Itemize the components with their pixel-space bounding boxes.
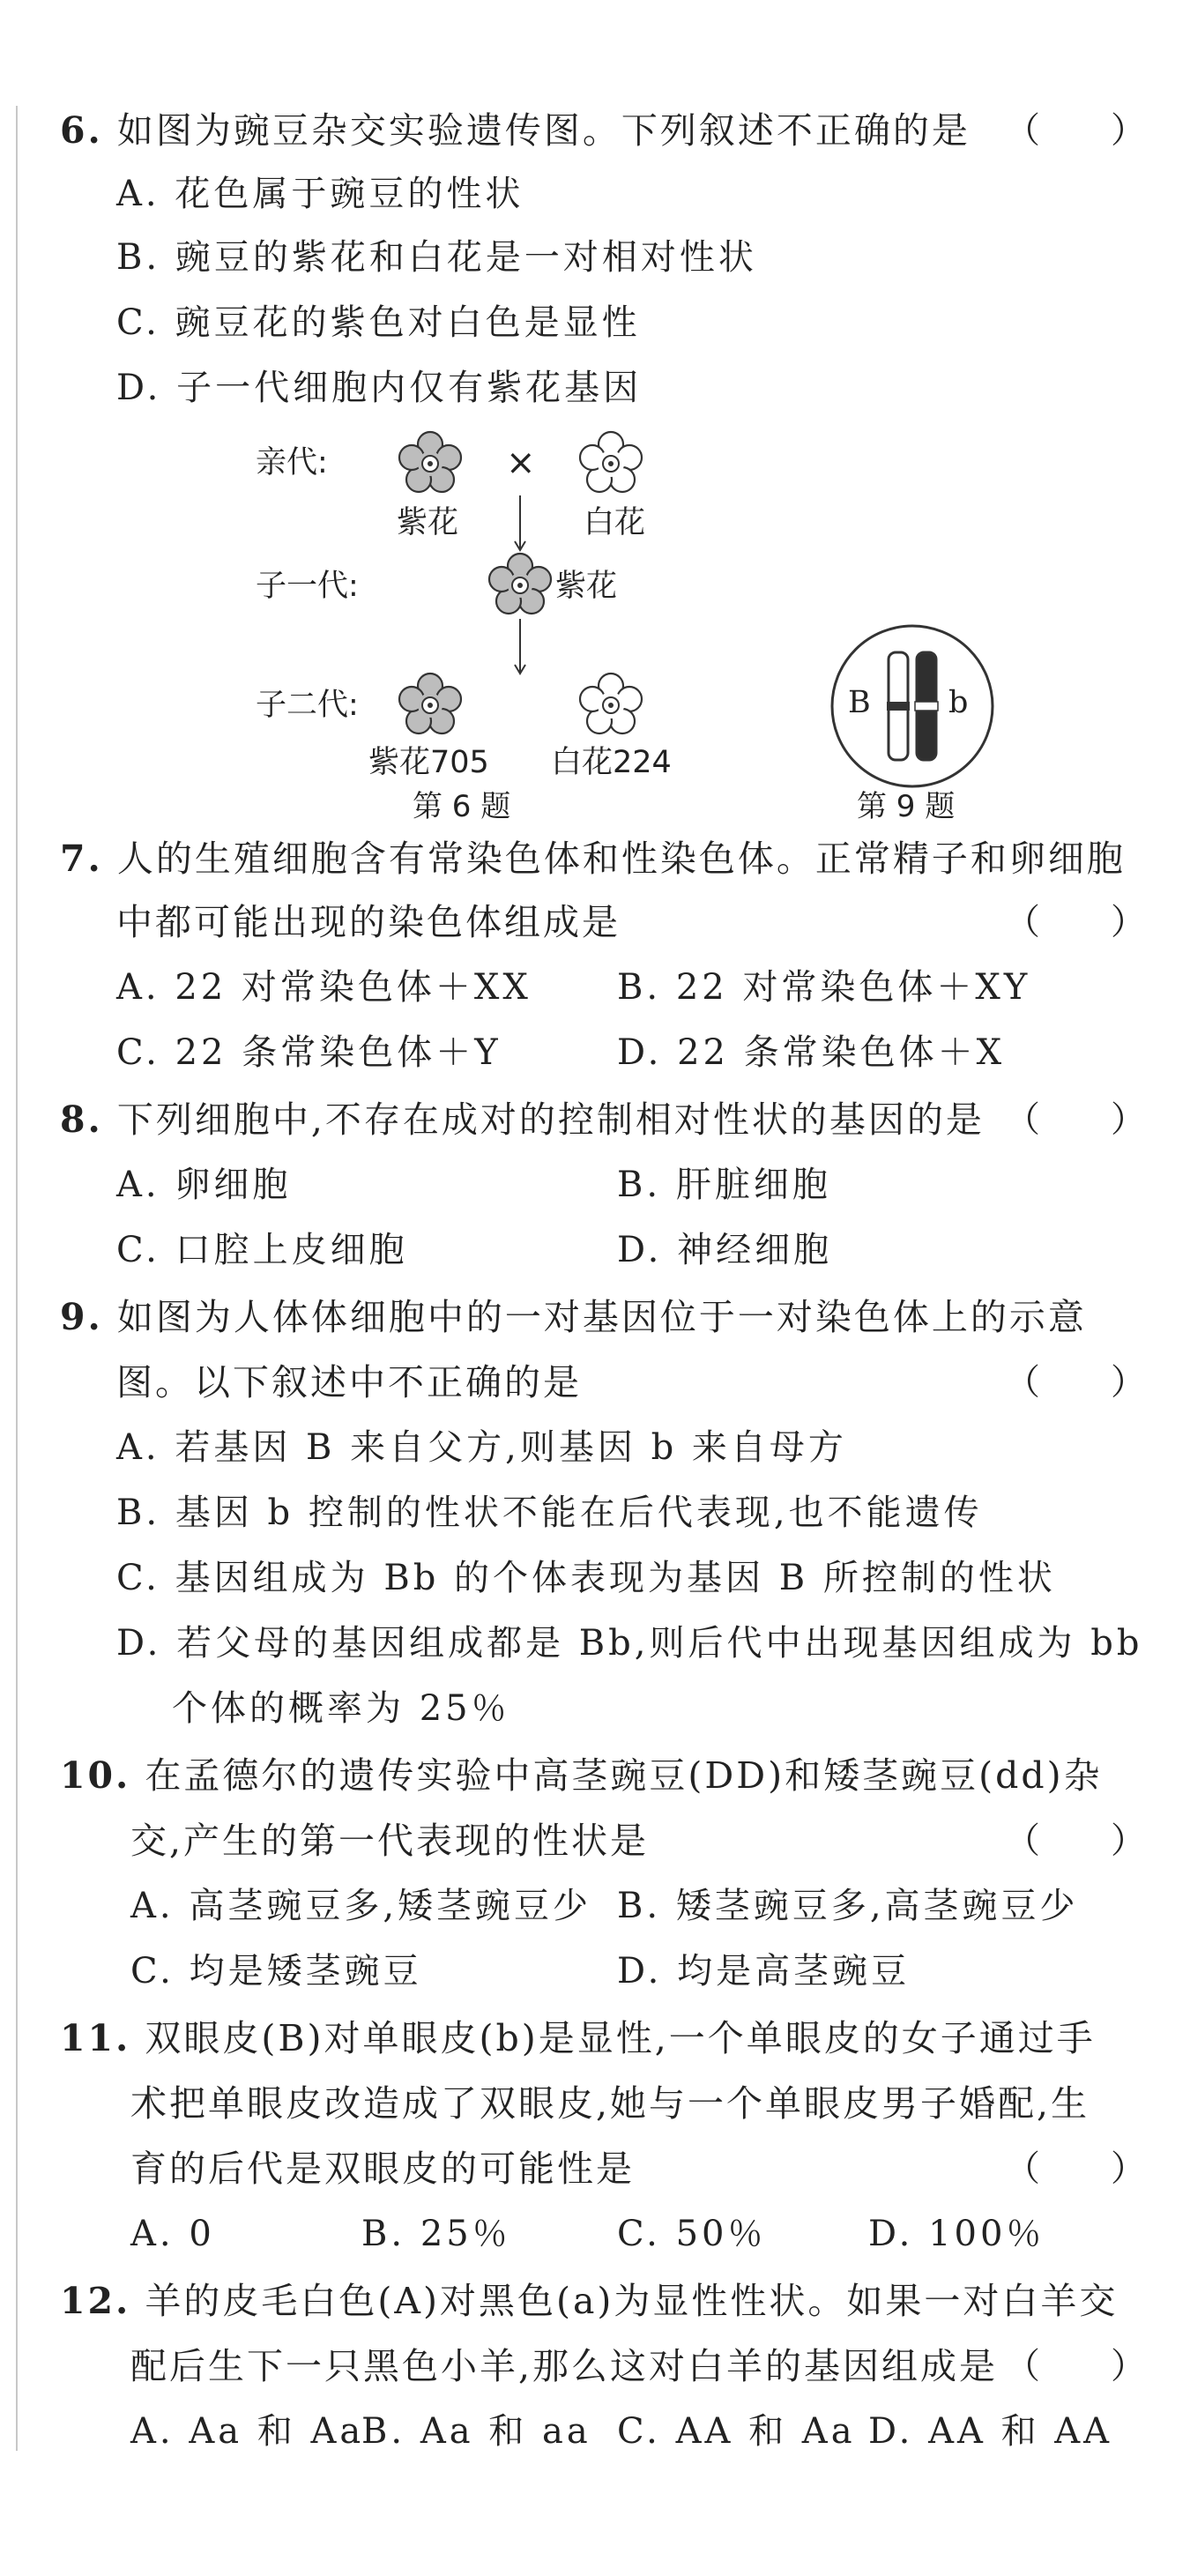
question-9-number: 9.: [60, 1296, 103, 1338]
f1-purple-flower-icon: [487, 552, 554, 619]
question-10-option-d: D. 均是高茎豌豆: [617, 1951, 911, 1992]
question-11-number: 11.: [60, 2017, 131, 2059]
question-10-text-line2: 交,产生的第一代表现的性状是: [130, 1820, 650, 1862]
question-12-option-a: A. Aa 和 Aa: [130, 2411, 365, 2452]
question-6-option-b: B. 豌豆的紫花和白花是一对相对性状: [116, 237, 757, 278]
question-8-answer-paren: （ ）: [1005, 1099, 1146, 1140]
question-12-option-b: B. Aa 和 aa: [361, 2411, 591, 2452]
question-12-option-c: C. AA 和 Aa: [617, 2411, 856, 2452]
question-9-option-b: B. 基因 b 控制的性状不能在后代表现,也不能遗传: [116, 1493, 983, 1533]
question-12-answer-paren: （ ）: [1005, 2346, 1146, 2386]
question-12-option-d: D. AA 和 AA: [868, 2411, 1113, 2452]
question-8-option-a: A. 卵细胞: [116, 1165, 292, 1205]
question-8-option-c: C. 口腔上皮细胞: [116, 1230, 408, 1270]
question-9-option-d: D. 若父母的基因组成都是 Bb,则后代中出现基因组成为 bb: [116, 1623, 1143, 1664]
question-9-option-c: C. 基因组成为 Bb 的个体表现为基因 B 所控制的性状: [116, 1558, 1056, 1598]
question-9-stem-line1: [60, 1291, 1087, 1344]
f2-purple-flower-icon: [397, 672, 464, 739]
question-11-option-d: D. 100％: [868, 2214, 1045, 2254]
question-10-option-c: C. 均是矮茎豌豆: [130, 1951, 422, 1992]
question-6-text: 如图为豌豆杂交实验遗传图。下列叙述不正确的是: [116, 109, 971, 152]
f2-white-count-label: 白花224: [551, 745, 672, 780]
question-8-text: 下列细胞中,不存在成对的控制相对性状的基因的是: [116, 1098, 985, 1141]
question-10-number: 10.: [60, 1754, 131, 1797]
f2-white-flower-icon: [577, 672, 644, 739]
question-7-option-a: A. 22 对常染色体＋XX: [116, 967, 532, 1008]
left-margin-rule: [16, 106, 18, 2451]
question-7-stem-line1: [60, 832, 1126, 885]
question-6-option-d: D. 子一代细胞内仅有紫花基因: [116, 368, 643, 408]
parent-generation-label: 亲代:: [256, 445, 328, 480]
gene-b-dominant-label: B: [848, 685, 871, 720]
arrow-down-icon: [511, 494, 529, 555]
question-9-answer-paren: （ ）: [1005, 1362, 1146, 1403]
f2-generation-label: 子二代:: [256, 688, 359, 723]
question-7-answer-paren: （ ）: [1005, 902, 1146, 942]
purple-flower-icon: [397, 430, 464, 497]
question-7-text-line2: 中都可能出现的染色体组成是: [116, 901, 621, 943]
question-8-number: 8.: [60, 1098, 103, 1141]
question-8-option-b: B. 肝脏细胞: [617, 1165, 831, 1205]
figure-6-caption: 第 6 题: [413, 789, 511, 824]
question-12-stem-line1: [60, 2274, 1118, 2327]
question-11-option-b: B. 25％: [361, 2214, 511, 2254]
question-9-text-line1: 如图为人体体细胞中的一对基因位于一对染色体上的示意: [116, 1296, 1087, 1338]
f1-purple-label: 紫花: [555, 569, 618, 604]
parent-white-label: 白花: [584, 505, 646, 540]
question-12-text-line1: 羊的皮毛白色(A)对黑色(a)为显性性状。如果一对白羊交: [145, 2280, 1119, 2322]
f1-generation-label: 子一代:: [256, 569, 359, 604]
cross-symbol: ×: [506, 443, 536, 483]
question-6-option-c: C. 豌豆花的紫色对白色是显性: [116, 302, 641, 343]
question-6-number: 6.: [60, 109, 103, 152]
question-11-stem-line1: [60, 2012, 1096, 2065]
question-10-answer-paren: （ ）: [1005, 1820, 1146, 1861]
question-7-text-line1: 人的生殖细胞含有常染色体和性染色体。正常精子和卵细胞: [116, 838, 1126, 880]
question-10-option-a: A. 高茎豌豆多,矮茎豌豆少: [130, 1886, 592, 1926]
question-11-text-line3: 育的后代是双眼皮的可能性是: [130, 2148, 635, 2190]
question-7-option-b: B. 22 对常染色体＋XY: [617, 967, 1031, 1008]
question-11-option-a: A. 0: [130, 2214, 215, 2254]
question-8-option-d: D. 神经细胞: [617, 1230, 833, 1270]
question-6-stem: [60, 104, 971, 157]
question-11-option-c: C. 50％: [617, 2214, 767, 2254]
question-8-stem: [60, 1093, 985, 1146]
figure-9-caption: 第 9 题: [857, 789, 956, 824]
question-7-option-c: C. 22 条常染色体＋Y: [116, 1032, 502, 1073]
parent-purple-label: 紫花: [397, 505, 459, 540]
f2-purple-count-label: 紫花705: [368, 745, 489, 780]
question-7-number: 7.: [60, 838, 103, 880]
question-11-text-line2: 术把单眼皮改造成了双眼皮,她与一个单眼皮男子婚配,生: [130, 2082, 1090, 2125]
question-9-text-line2: 图。以下叙述中不正确的是: [116, 1361, 582, 1403]
question-12-number: 12.: [60, 2280, 131, 2322]
white-flower-icon: [577, 430, 644, 497]
question-9-option-a: A. 若基因 B 来自父方,则基因 b 来自母方: [116, 1427, 847, 1468]
question-6-answer-paren: （ ）: [1005, 110, 1146, 151]
question-11-answer-paren: （ ）: [1005, 2148, 1146, 2189]
gene-b-recessive-label: b: [948, 685, 969, 720]
question-10-option-b: B. 矮茎豌豆多,高茎豌豆少: [617, 1886, 1079, 1926]
question-10-stem-line1: [60, 1749, 1103, 1802]
question-11-text-line1: 双眼皮(B)对单眼皮(b)是显性,一个单眼皮的女子通过手: [145, 2017, 1096, 2059]
question-7-option-d: D. 22 条常染色体＋X: [617, 1032, 1006, 1073]
question-10-text-line1: 在孟德尔的遗传实验中高茎豌豆(DD)和矮茎豌豆(dd)杂: [145, 1754, 1103, 1797]
question-9-option-d-continued: 个体的概率为 25％: [172, 1688, 510, 1729]
question-12-text-line2: 配后生下一只黑色小羊,那么这对白羊的基因组成是: [130, 2345, 999, 2387]
arrow-down-icon: [511, 617, 529, 679]
question-6-option-a: A. 花色属于豌豆的性状: [116, 174, 524, 214]
